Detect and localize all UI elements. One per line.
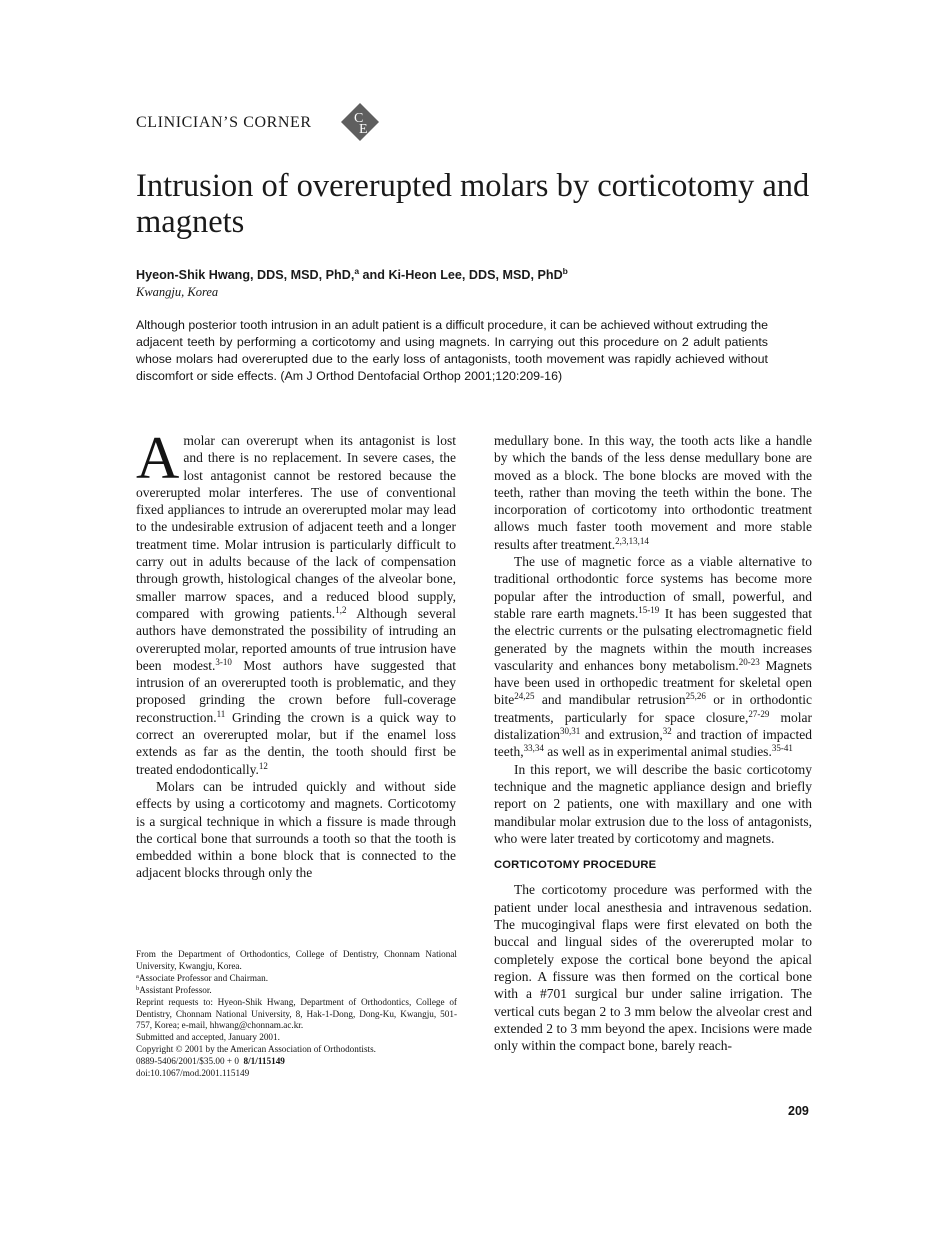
citation: 11 [216, 708, 226, 719]
text-run: Assistant Professor. [139, 984, 212, 995]
article-title: Intrusion of overerupted molars by corticotomy and magnets [136, 168, 810, 240]
footnotes [136, 949, 457, 1080]
footnote-submitted: Submitted and accepted, January 2001. [136, 1032, 280, 1043]
author-line [136, 266, 568, 282]
body-paragraph-3 [494, 553, 812, 761]
author-1-affil-mark: a [354, 266, 360, 276]
text-run: and extrusion, [580, 727, 663, 743]
footnote-issn [136, 1056, 457, 1068]
abstract: Although posterior tooth intrusion in an adult patient is a difficult procedure, it can be achieved without extruding the adjacent teeth by performing a corticotomy and using magnets. In carrying out this procedure on 2 adult patients whose molars had overerupted due to the early loss of antagonists, tooth movement was rapidly achieved without discomfort or side effects. (Am J Orthod Dentofacial Orthop 2001;120:209-16) [136, 318, 768, 383]
citation: 1,2 [335, 604, 347, 615]
body-paragraph-4: In this report, we will describe the basic corticotomy technique and the magnetic appliance design and briefly report on 2 patients, one with maxillary and one with mandibular molar extrusion due to the loss of antagonists, who were later treated by corticotomy and magnets. [494, 761, 812, 846]
footnote-a [136, 973, 457, 985]
text-run: Associate Professor and Chairman. [138, 972, 268, 983]
body-column-right [494, 432, 812, 1054]
citation: 2,3,13,14 [615, 535, 649, 546]
author-2: Ki-Heon Lee, DDS, MSD, PhD [388, 268, 563, 283]
ce-badge-icon [340, 102, 380, 142]
citation: 20-23 [738, 656, 760, 667]
text-run: molar can overerupt when its antagonist is lost and there is no replacement. In severe cases, the lost antagonist cannot be restored because the overerupted molar interferes. The use of conventional fixed appliances to intrude an overerupted molar may lead to the undesirable extrusion of adjacent teeth and a longer treatment time. Molar intrusion is particularly difficult to carry out in adults because of the lack of compensation through growth, histological changes of the alveolar bone, smaller marrow spaces, and a reduced blood supply, compared with growing patients. [136, 433, 456, 621]
citation: 15-19 [638, 604, 660, 615]
ce-badge-e: E [359, 122, 368, 137]
body-column-left [136, 425, 456, 882]
issn-code: 8/1/115149 [243, 1056, 285, 1067]
citation: 25,26 [685, 691, 706, 702]
section-heading: CORTICOTOMY PROCEDURE [494, 859, 657, 872]
citation: 33,34 [523, 743, 544, 754]
citation: 32 [662, 726, 672, 737]
text-run: and mandibular retrusion [534, 692, 686, 708]
text-run: The use of magnetic force as a viable alternative to traditional orthodontic force systems has become more popular after the introduction of small, powerful, and stable rare earth magnets. [494, 554, 812, 621]
text-run: or in orthodontic treatments, particularly for space closure, [494, 692, 812, 725]
footnote-department: From the Department of Orthodontics, College of Dentistry, Chonnam National University, Kwangju, Korea. [136, 949, 457, 971]
text-run: 0889-5406/2001/$35.00 + 0 [136, 1056, 244, 1067]
body-paragraph-2-continued [494, 432, 812, 553]
body-paragraph-2: Molars can be intruded quickly and without side effects by using a corticotomy and magnets. Corticotomy is a surgical technique in which a fissure is made through the cortical bone that surrounds a tooth so that the tooth is embedded within a bone block that is connected to the adjacent blocks through only the [136, 778, 456, 881]
author-location: Kwangju, Korea [136, 285, 219, 299]
body-paragraph-5: The corticotomy procedure was performed with the patient under local anesthesia and intravenous sedation. The mucogingival flaps were first elevated on both the buccal and lingual sides of the overerupted molar to completely expose the cortical bone beyond the apical region. A fissure was then formed on the cortical bone with a #701 surgical bur under saline irrigation. The vertical cuts began 2 to 3 mm below the alveolar crest and extended 2 to 3 mm beyond the apex. Incisions were made only within the compact bone, barely reach- [494, 882, 812, 1054]
section-label: CLINICIAN’S CORNER [136, 114, 312, 131]
text-run: It has been suggested that the electric currents or the pulsating electromagnetic field generated by the magnets within the mouth increases vascularity and enhances bony metabolism. [494, 605, 812, 673]
drop-cap: A [136, 425, 180, 491]
footnote-copyright: Copyright © 2001 by the American Association of Orthodontists. [136, 1044, 376, 1055]
text-run: Most authors have suggested that intrusion of an overerupted tooth is problematic, and they proposed grinding the crown before full-coverage reconstruction. [136, 657, 456, 725]
citation: 35-41 [771, 743, 793, 754]
text-run: molar distalization [494, 709, 812, 743]
text-run: medullary bone. In this way, the tooth acts like a handle by which the bands of the less dense medullary bone are moved as a block. The bone blocks are moved with the teeth, rather than moving the teeth within the bone. The incorporation of corticotomy into orthodontic treatment allows much faster tooth movement and more stable results after treatment. [494, 433, 812, 552]
page-number: 209 [788, 1104, 809, 1118]
author-1: Hyeon-Shik Hwang, DDS, MSD, PhD, [136, 268, 355, 283]
footnote-b [136, 985, 457, 997]
footnote-reprint: Reprint requests to: Hyeon-Shik Hwang, Department of Orthodontics, College of Dentistry, Chonnam National University, 8, Hak-1-Dong, Dong-Ku, Kwangju, 501-757, Korea; e-mail, hhwang@chonnam.ac.kr. [136, 996, 457, 1031]
footnote-a-mark: a [136, 972, 139, 980]
author-2-affil-mark: b [562, 266, 568, 276]
citation: 30,31 [559, 726, 581, 737]
ce-badge-c: C [354, 111, 364, 126]
text-run: Although several authors have demonstrated the possibility of intruding an overerupted molar, reported amounts of true intrusion have been modest. [136, 605, 456, 673]
body-paragraph-1 [136, 425, 456, 778]
footnote-doi: doi:10.1067/mod.2001.115149 [136, 1068, 250, 1079]
text-run: as well as in experimental animal studies. [543, 744, 772, 760]
citation: 27-29 [748, 708, 770, 719]
author-conjunction: and [359, 268, 389, 283]
text-run: Magnets have been used in orthopedic treatment for skeletal open bite [494, 657, 812, 708]
text-run: Grinding the crown is a quick way to correct an overerupted molar, but if the enamel loss extends as far as the dentin, the tooth should first be treated endodontically. [136, 709, 456, 777]
text-run: and traction of impacted teeth, [494, 727, 812, 760]
citation: 24,25 [514, 691, 535, 702]
citation: 3-10 [215, 656, 232, 667]
citation: 12 [258, 760, 268, 771]
footnote-b-mark: b [136, 984, 140, 992]
